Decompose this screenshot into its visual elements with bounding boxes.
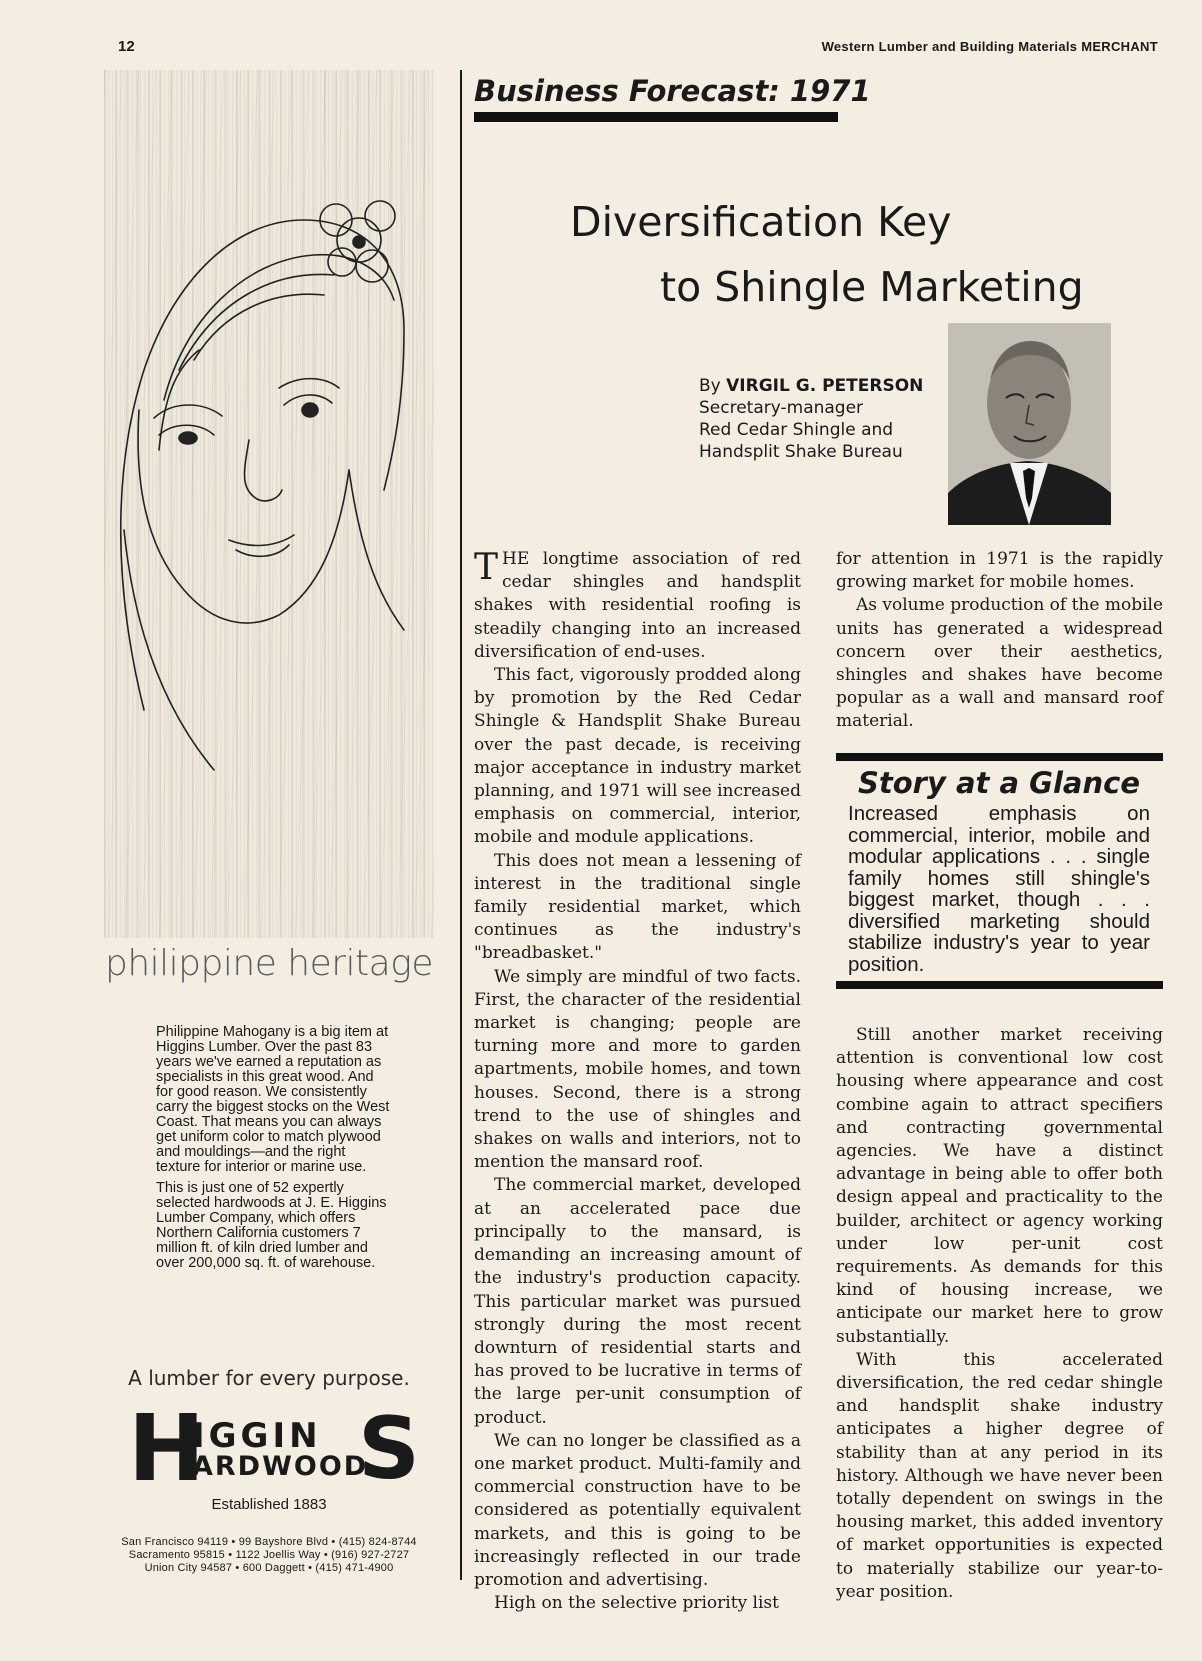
article-title-line-2: to Shingle Marketing [660,263,1084,311]
ad-body-copy [156,1025,392,1277]
glance-rule-bottom [836,981,1163,989]
article-paragraph: Still another market receiving attention is conventional low cost housing where appearance and cost combine again to attract specifiers and contracting governmental agencies. We have a distinct advantage in being able to offer both design appeal and practicality to the builder, architect or agency working under low per-unit cost requirements. As demands for this kind of housing increase, we anticipate our market here to grow substantially. [836,1025,1163,1347]
author-portrait [948,323,1111,525]
article-paragraph: We can no longer be classified as a one market product. Multi-family and commercial construction have to be considered as potentially equivalent markets, and this is going to be increasingly reflected in our trade promotion and advertising. [474,1430,801,1590]
logo-letter-h: H [128,1395,205,1502]
glance-summary: Increased emphasis on commercial, interior, mobile and modular applications . . . single family homes still shingle's biggest market, though . . . diversified marketing should stabilize industry's year to year position. [848,802,1150,976]
logo-letter-s: S [358,1399,420,1499]
byline-by: By [699,376,727,396]
section-heading: Business Forecast: 1971 [474,74,871,108]
author-role: Secretary-manager [699,398,864,418]
established-line: Established 1883 [211,1496,327,1513]
ad-slogan: A lumber for every purpose. [128,1366,410,1390]
drop-cap: T [474,547,499,588]
section-rule [474,112,838,122]
page-number: 12 [118,38,135,55]
address-line: Union City 94587 • 600 Daggett • (415) 471-4900 [144,1562,394,1574]
article-paragraph [474,548,801,664]
article-paragraph: This fact, vigorously prodded along by promotion by the Red Cedar Shingle & Handsplit Shake Bureau over the past decade, is receiving major acceptance in industry market planning, and 1971 will see increased emphasis on commercial, interior, mobile and module applications. [474,665,801,848]
author-organization: Handsplit Shake Bureau [699,442,903,462]
article-column-left [474,548,801,1615]
article-title-line-1: Diversification Key [570,198,952,246]
logo-text-ardwood: ARDWOOD [192,1451,369,1482]
glance-rule-top [836,753,1163,761]
paragraph-text: HE longtime association of red cedar shingles and handsplit shakes with residential roofing is steadily changing into an increased diversification of end-uses. [474,549,801,662]
address-list [104,1536,434,1575]
column-divider [460,70,462,1580]
article-paragraph: for attention in 1971 is the rapidly growing market for mobile homes. [836,549,1163,593]
address-line: San Francisco 94119 • 99 Bayshore Blvd • (415) 824-8744 [121,1536,417,1548]
higgins-hardwoods-logo [128,1395,420,1502]
logo-text-iggin: IGGIN [192,1416,322,1456]
glance-title: Story at a Glance [858,766,1140,800]
article-paragraph: With this accelerated diversification, the red cedar shingle and handsplit shake industry anticipates a higher degree of stability than at any period in its history. Although we have never been totally dependent on swings in the housing market, this added inventory of market opportunities is expected to materially stabilize our year-to-year position. [836,1349,1163,1602]
ad-paragraph: Philippine Mahogany is a big item at Higgins Lumber. Over the past 83 years we've earned a reputation as specialists in this great wood. And for good reason. We consistently carry the biggest stocks on the West Coast. That means you can always get uniform color to match plywood and mouldings—and the right texture for interior or marine use. [156,1024,390,1175]
ad-paragraph: This is just one of 52 expertly selected hardwoods at J. E. Higgins Lumber Company, which offers Northern California customers 7 million ft. of kiln dried lumber and over 200,000 sq. ft. of warehouse. [156,1180,387,1271]
byline [699,375,923,463]
article-paragraph: The commercial market, developed at an accelerated pace due principally to the mansard, is demanding an increasing amount of the industry's production capacity. This particular market was pursued strongly during the most recent downturn of residential starts and has proved to be lucrative in terms of the large per-unit consumption of product. [474,1175,801,1428]
article-column-right-bottom [836,1024,1163,1604]
article-column-right-top [836,548,1163,734]
woman-wood-grain-illustration [104,70,434,938]
article-paragraph: This does not mean a lessening of interest in the traditional single family residential market, which continues as the industry's "breadbasket." [474,850,801,964]
article-paragraph: We simply are mindful of two facts. First, the character of the residential market is changing; people are turning more and more to garden apartments, mobile homes, and town houses. Second, there is a strong trend to the use of shingles and shakes on walls and interiors, not to mention the mansard roof. [474,966,801,1173]
author-organization: Red Cedar Shingle and [699,420,894,440]
article-paragraph: As volume production of the mobile units has generated a widespread concern over their aesthetics, shingles and shakes have become popular as a wall and mansard roof material. [836,595,1164,732]
address-line: Sacramento 95815 • 1122 Joellis Way • (916) 927-2727 [128,1549,410,1561]
author-name: VIRGIL G. PETERSON [726,376,924,396]
ad-tagline: philippine heritage [105,943,433,984]
article-paragraph: High on the selective priority list [494,1593,779,1614]
publication-name: Western Lumber and Building Materials MERCHANT [821,39,1158,54]
